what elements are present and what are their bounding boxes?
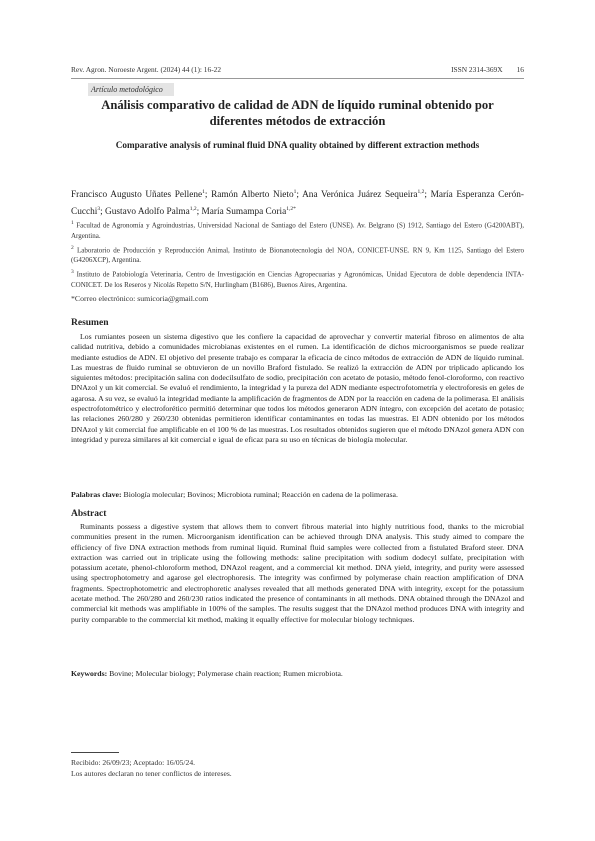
affiliations (71, 218, 524, 292)
issn-and-page (451, 65, 524, 74)
author: María Esperanza Cerón-Cucchi$^3$; (71, 190, 524, 217)
received-date-note: Recibido: 26/09/23; Aceptado: 16/05/24. (71, 758, 196, 767)
issn: ISSN 2314-369X (451, 65, 503, 74)
header-divider (71, 78, 524, 79)
abstract-heading: Abstract (71, 509, 107, 519)
author: Francisco Augusto Uñates Pellene$^1$; (71, 189, 212, 201)
palabras-clave: Palabras clave: Biología molecular; Bovinos; Microbiota ruminal; Reacción en cadena de la polimerasa. (71, 490, 398, 499)
author: Gustavo Adolfo Palma$^{1,2}$; (105, 205, 202, 217)
page-number: 16 (516, 65, 524, 74)
author: María Sumampa Coria$^{1,2*}$ (201, 205, 296, 217)
author-list (71, 186, 524, 219)
journal-citation: Rev. Agron. Noroeste Argent. (2024) 44 (1): 16-22 (71, 65, 222, 74)
keywords: Keywords: Bovine; Molecular biology; Polymerase chain reaction; Rumen microbiota. (71, 669, 343, 678)
running-header (71, 65, 524, 77)
affiliation: $^3$ Instituto de Patobiología Veterinaria, Centro de Investigación en Ciencias Agropecuarias y Agronómicas, Unidad Ejecutora de doble dependencia INTA-CONICET. De los Reseros y Nicolás Repetto S/N, Hurlingham (B1686), Buenos Aires, Argentina. (71, 269, 524, 289)
affiliation: $^1$ Facultad de Agronomía y Agroindustrias, Universidad Nacional de Santiago del Estero (UNSE). Av. Belgrano (S) 1912, Santiago del Estero (G4200ABT), Argentina. (71, 220, 524, 240)
article-type-label: Artículo metodológico (88, 83, 174, 96)
conflict-of-interest-note: Los autores declaran no tener conflictos de intereses. (71, 769, 232, 778)
author: Ramón Alberto Nieto$^1$; (211, 189, 303, 201)
footnote-divider (71, 752, 119, 753)
title-spanish: Análisis comparativo de calidad de ADN de líquido ruminal obtenido por diferentes métodos de extracción (101, 98, 494, 128)
resumen-text: Los rumiantes poseen un sistema digestivo que les confiere la capacidad de aprovechar y convertir material fibroso en alimentos de alta calidad nutritiva, debido a comunidades microbianas existentes en el rumen. La identificación de dichos microorganismos se puede realizar mediante estudios de ADN. El objetivo del presente trabajo es comparar la eficacia de cinco métodos de extracción de ADN de líquido ruminal. Las muestras de fluido ruminal se obtuvieron de un novillo Braford fistulado. Se realizó la extracción de ADN por triplicado aplicando los siguientes métodos: precipitación salina con dodecilsulfato de sodio, precipitación con acetato de potasio, método fenol-cloroformo, con reactivo DNAzol y un kit comercial. Se evaluó el rendimiento, la integridad y la pureza del ADN mediante espectrofotometría y electroforesis en geles de agarosa. A su vez, se evaluó la integridad mediante la amplificación de fragmentos de ADN por la reacción en cadena de la polimerasa. El análisis espectrofotométrico y electroforético permitió determinar que todos los métodos generaron ADN íntegro, con excepción del acetato de potasio; las relaciones 260/280 y 260/230 obtenidas permitieron identificar contaminantes en todas las muestras. El ADN obtenido por los métodos DNAzol y kit comercial fue amplificable en el 100 % de las muestras. Los resultados obtenidos sugieren que el método DNAzol genera ADN con integridad y pureza similares al kit comercial e igual de eficaz para su uso en técnicas de biología molecular. (71, 332, 524, 444)
title-english: Comparative analysis of ruminal fluid DNA quality obtained by different extraction methods (115, 140, 480, 150)
affiliation: $^2$ Laboratorio de Producción y Reproducción Animal, Instituto de Bionanotecnología del NOA, CONICET-UNSE. RN 9, Km 1125, Santiago del Estero (G4206XCP), Argentina. (71, 244, 524, 265)
corresponding-email: *Correo electrónico: sumicoria@gmail.com (71, 294, 209, 303)
abstract-text: Ruminants possess a digestive system that allows them to convert fibrous material into highly nutritious food, thanks to the microbial communities present in the rumen. Microorganism identification can be achieved through DNA analysis. This study aimed to compare the efficiency of five DNA extraction methods from ruminal liquid. Ruminal fluid samples were collected from a fistulated Braford steer. DNA extraction was carried out in triplicate using the following methods: saline precipitation with sodium dodecyl sulfate, precipitation with potassium acetate, phenol-chloroform method, DNAzol reagent, and a commercial kit method. DNA yield, integrity, and purity were assessed using spectrophotometry and agarose gel electrophoresis. The integrity was confirmed by polymerase chain reaction amplification of DNA fragments. Spectrophotometric and electrophoretic analyses revealed that all methods generated DNA with integrity, except for the potassium acetate method. The 260/280 and 260/230 ratios indicated the presence of contaminants in all methods. DNA obtained through the DNAzol and commercial kit methods was amplifiable in 100% of the samples. The results suggest that the DNAzol method produces DNA with integrity and purity comparable to the commercial kit method, making it equally effective for molecular biology techniques. (71, 522, 524, 624)
author: Ana Verónica Juárez Sequeira$^{1,2}$; (302, 189, 431, 201)
resumen-heading: Resumen (71, 318, 109, 328)
